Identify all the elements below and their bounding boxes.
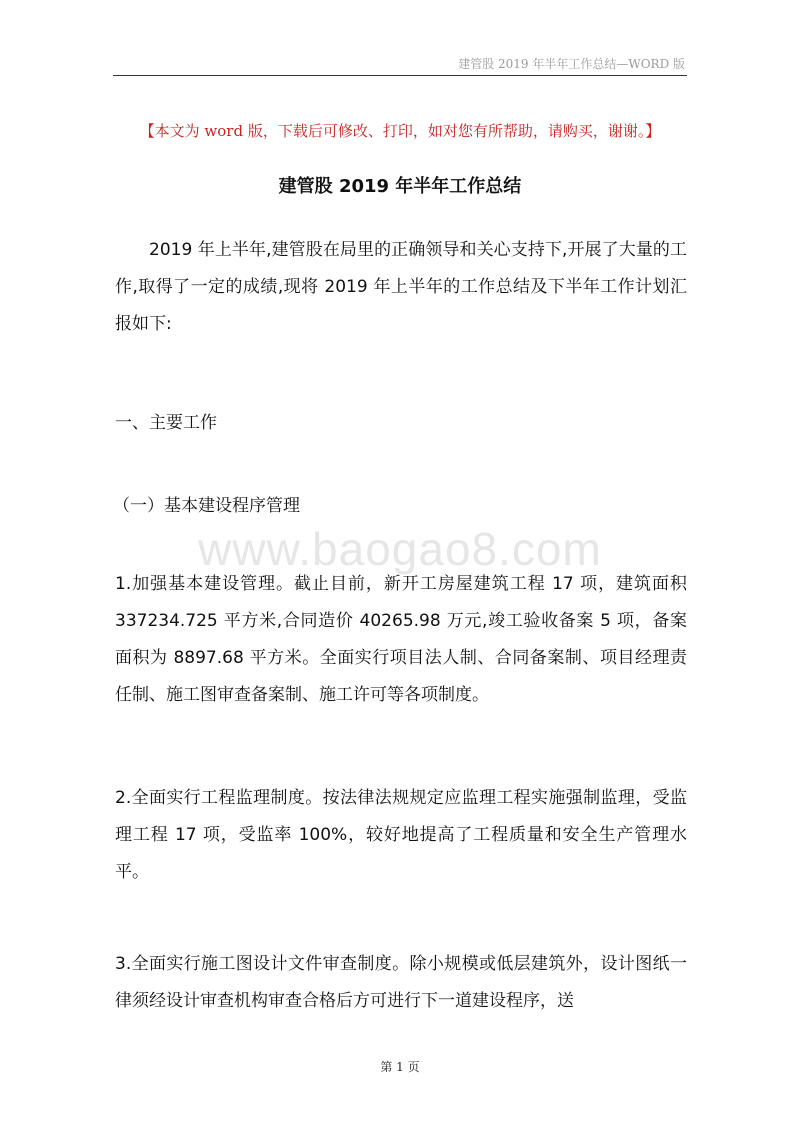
item-2-paragraph: 2.全面实行工程监理制度。按法律法规规定应监理工程实施强制监理，受监理工程 17 项，受监率 100%，较好地提高了工程质量和安全生产管理水平。	[115, 788, 687, 882]
header-rule	[113, 75, 687, 76]
watermark: www.baogao8.com	[198, 523, 602, 575]
section-heading-main-work: 一、主要工作	[115, 413, 217, 433]
item-3-paragraph: 3.全面实行施工图设计文件审查制度。除小规模或低层建筑外，设计图纸一律须经设计审查机构审查合格后方可进行下一道建设程序，送	[115, 954, 687, 1011]
page-number: 第 1 页	[380, 1060, 420, 1074]
subsection-heading-construction-procedure: （一）基本建设程序管理	[113, 496, 300, 516]
running-header: 建管股 2019 年半年工作总结—WORD 版	[458, 57, 685, 71]
purchase-notice: 【本文为 word 版，下载后可修改、打印，如对您有所帮助，请购买，谢谢。】	[139, 122, 661, 140]
document-title: 建管股 2019 年半年工作总结	[278, 176, 522, 197]
intro-paragraph: 2019 年上半年,建管股在局里的正确领导和关心支持下,开展了大量的工作,取得了一定的成绩,现将 2019 年上半年的工作总结及下半年工作计划汇报如下:	[115, 240, 687, 334]
item-1-paragraph: 1.加强基本建设管理。截止目前，新开工房屋建筑工程 17 项，建筑面积 337234.725 平方米,合同造价 40265.98 万元,竣工验收备案 5 项，备案面积为 8897.68 平方米。全面实行项目法人制、合同备案制、项目经理责任制、施工图审查备案制、施工许可等各项制度。	[115, 574, 687, 705]
